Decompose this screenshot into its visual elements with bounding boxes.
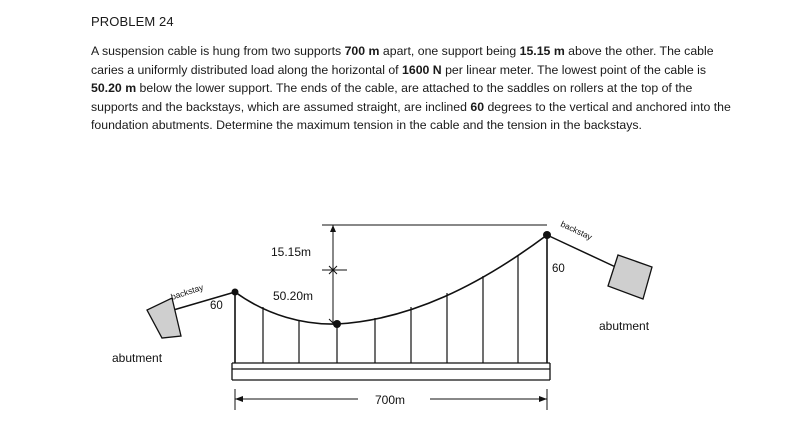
dimension-sag [329, 270, 337, 327]
left-abutment-block [147, 298, 181, 338]
right-angle-label: 60 [552, 263, 565, 275]
height-diff-label: 15.15m [271, 245, 312, 259]
emphasized-value: 50.20 m [91, 81, 137, 95]
hangers [263, 256, 518, 363]
right-abutment-label: abutment [599, 319, 650, 333]
problem-heading: PROBLEM 24 [91, 14, 174, 29]
right-abutment-block [608, 255, 652, 299]
sag-label: 50.20m [273, 289, 314, 303]
emphasized-value: 700 m [344, 44, 380, 58]
left-angle-label: 60 [210, 300, 223, 312]
text-run: apart, one support being [379, 44, 520, 58]
emphasized-value: 1600 N [402, 62, 442, 77]
span-label: 700m [375, 393, 406, 407]
text-run: below the lower support. The ends of the cable, are attached to the saddles on rollers at the top of the supports and the backstays, which are assumed straight, are inclined [91, 81, 693, 114]
text-run: per linear meter. The lowest point of the cable is [441, 62, 706, 77]
text-run: A suspension cable is hung from two supports [91, 44, 345, 58]
text-run: above the other. The cable caries a uniformly distributed load along the horizontal of [91, 44, 714, 77]
left-backstay-label: backstay [169, 282, 205, 302]
right-backstay-label: backstay [559, 218, 594, 242]
left-abutment-label: abutment [112, 351, 163, 365]
text-run: degrees to the vertical and anchored into the foundation abutments. Determine the maximum tension in the cable and the tension in the backstays. [91, 99, 731, 132]
dimension-height-diff [322, 225, 547, 274]
emphasized-value: 15.15 m [519, 44, 565, 58]
emphasized-value: 60 [470, 99, 485, 114]
deck [232, 363, 550, 380]
